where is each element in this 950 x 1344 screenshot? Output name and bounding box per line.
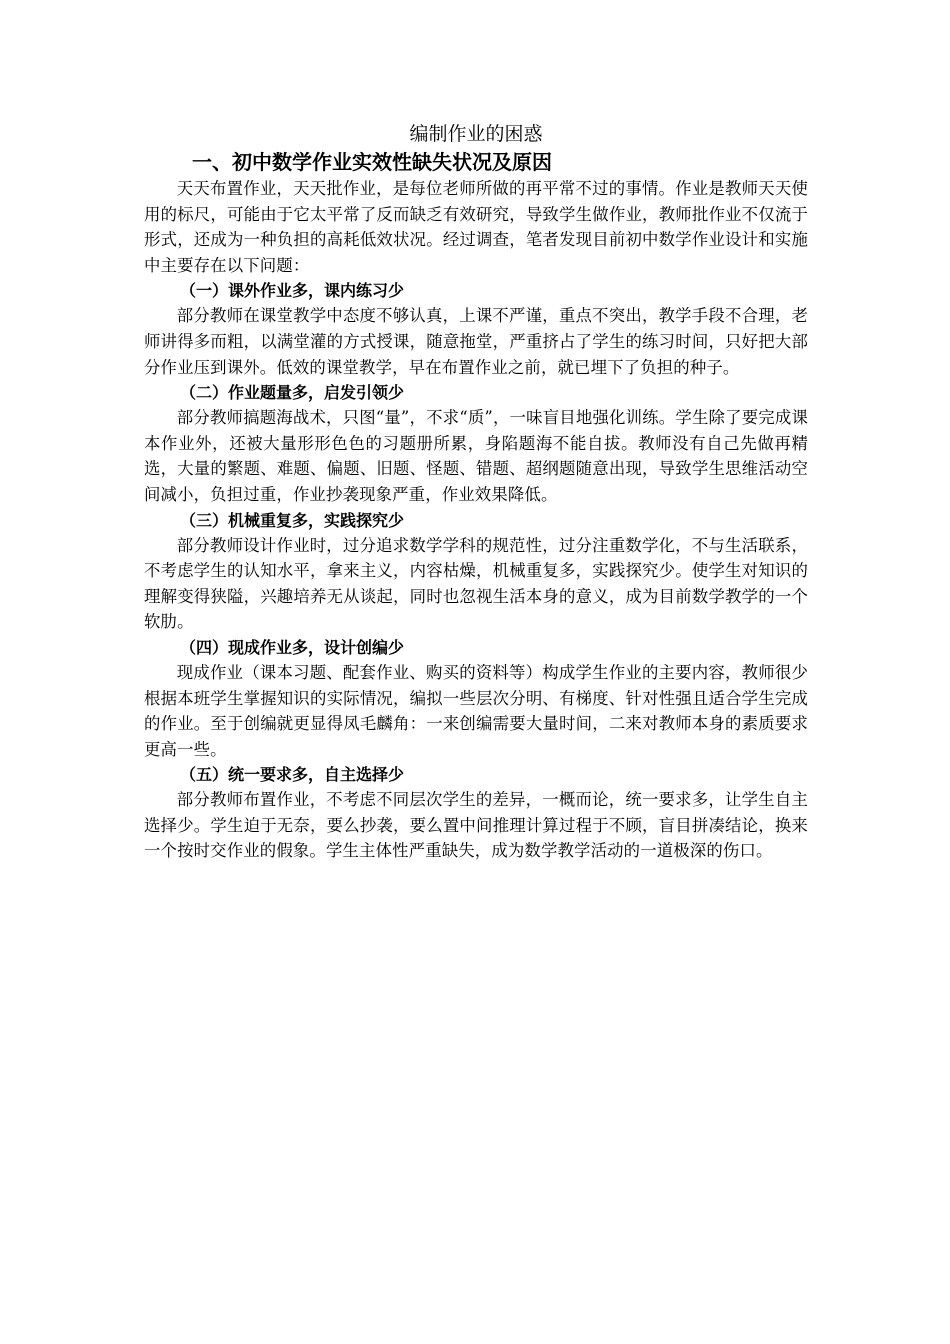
subsection-1 (144, 278, 808, 380)
subsection-4 (144, 635, 808, 762)
subsection-3 (144, 508, 808, 635)
subsection-paragraph: 部分教师在课堂教学中态度不够认真，上课不严谨，重点不突出，教学手段不合理，老师讲得多而粗，以满堂灌的方式授课，随意拖堂，严重挤占了学生的练习时间，只好把大部分作业压到课外。低效的课堂教学，早在布置作业之前，就已埋下了负担的种子。 (144, 306, 808, 377)
subsection-paragraph: 部分教师设计作业时，过分追求数学学科的规范性，过分注重数学化，不与生活联系，不考虑学生的认知水平，拿来主义，内容枯燥，机械重复多，实践探究少。使学生对知识的理解变得狭隘，兴趣培养无从谈起，同时也忽视生活本身的意义，成为目前数学教学的一个软肋。 (144, 535, 808, 632)
subsection-heading: （四）现成作业多，设计创编少 (180, 637, 405, 657)
intro-paragraph: 天天布置作业，天天批作业，是每位老师所做的再平常不过的事情。作业是教师天天使用的标尺，可能由于它太平常了反而缺乏有效研究，导致学生做作业，教师批作业不仅流于形式，还成为一种负担的高耗低效状况。经过调查，笔者发现目前初中数学作业设计和实施中主要存在以下问题： (144, 179, 808, 275)
document-body (144, 121, 808, 864)
subsection-paragraph: 部分教师布置作业，不考虑不同层次学生的差异，一概而论，统一要求多，让学生自主选择少。学生迫于无奈，要么抄袭，要么置中间推理计算过程于不顾，盲目拼凑结论，换来一个按时交作业的假象。学生主体性严重缺失，成为数学教学活动的一道极深的伤口。 (144, 790, 808, 861)
subsection-paragraph: 部分教师搞题海战术，只图“量”，不求“质”，一味盲目地强化训练。学生除了要完成课本作业外，还被大量形形色色的习题册所累，身陷题海不能自拔。教师没有自己先做再精选，大量的繁题、难题、偏题、旧题、怪题、错题、超纲题随意出现，导致学生思维活动空间减小，负担过重，作业抄袭现象严重，作业效果降低。 (144, 408, 808, 504)
subsection-heading: （一）课外作业多，课内练习少 (180, 281, 405, 301)
subsection-heading: （二）作业题量多，启发引领少 (180, 383, 405, 403)
subsection-paragraph: 现成作业（课本习题、配套作业、购买的资料等）构成学生作业的主要内容，教师很少根据本班学生掌握知识的实际情况，编拟一些层次分明、有梯度、针对性强且适合学生完成的作业。至于创编就更显得凤毛麟角：一来创编需要大量时间，二来对教师本身的素质要求更高一些。 (144, 662, 808, 759)
subsection-heading: （五）统一要求多，自主选择少 (180, 765, 405, 785)
document-title: 编制作业的困惑 (409, 123, 543, 145)
subsection-heading: （三）机械重复多，实践探究少 (180, 510, 405, 530)
subsection-2 (144, 380, 808, 507)
section-heading: 一、初中数学作业实效性缺失状况及原因 (192, 150, 552, 174)
subsection-5 (144, 762, 808, 864)
